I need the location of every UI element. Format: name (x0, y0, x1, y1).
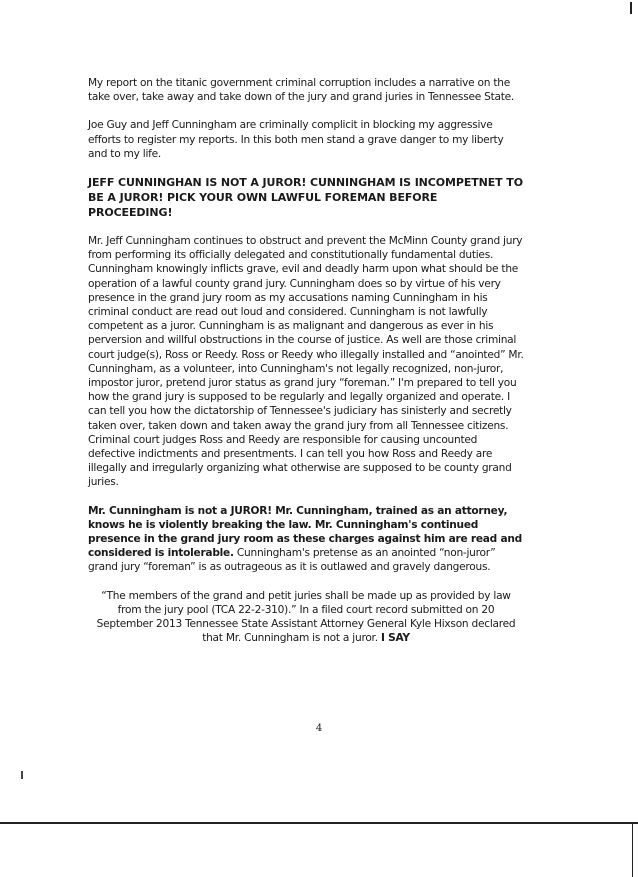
document-body (88, 76, 524, 660)
paragraph-not-juror-text: Cunningham's pretense as an anointed “non-juror” grand jury “foreman” is as outrageous as it is outlawed and gravely dangerous. (88, 547, 496, 574)
scan-mark (630, 2, 632, 14)
paragraph-not-juror (88, 504, 524, 575)
quote-text: “The members of the grand and petit juries shall be made up as provided by law from the jury pool (TCA 22-2-310).” In a filed court record submitted on 20 September 2013 Tennessee State Assistant Attorney General Kyle Hixson declared that Mr. Cunningham is not a juror. (96, 589, 516, 645)
paragraph-quote (88, 589, 524, 646)
paragraph-obstruction: Mr. Jeff Cunningham continues to obstruct and prevent the McMinn County grand jury from performing its officially delegated and constitutionally fundamental duties. Cunningham knowingly inflicts grave, evil and deadly harm upon what should be the operation of a lawful county grand jury. Cunningham does so by virtue of his very presence in the grand jury room as my accusations naming Cunningham in his criminal conduct are read out loud and considered. Cunningham is not lawfully competent as a juror. Cunningham is as malignant and dangerous as ever in his perversion and willful obstructions in the course of justice. As well are those criminal court judge(s), Ross or Reedy. Ross or Reedy who illegally installed and “anointed” Mr. Cunningham, as a volunteer, into Cunningham's not legally recognized, non-juror, impostor juror, pretend juror status as grand jury “foreman.” I'm prepared to tell you how the grand jury is supposed to be regularly and legally organized and operate. I can tell you how the dictatorship of Tennessee's judiciary has sinisterly and secretly taken over, taken down and taken away the grand jury from all Tennessee citizens. Criminal court judges Ross and Reedy are responsible for causing uncounted defective indictments and presentments. I can tell you how Ross and Reedy are illegally and irregularly organizing what otherwise are supposed to be county grand juries. (88, 235, 524, 489)
paragraph-report: My report on the titanic government criminal corruption includes a narrative on the take over, take away and take down of the jury and grand juries in Tennessee State. (88, 77, 515, 104)
page-number: 4 (315, 723, 323, 734)
footer-region (0, 823, 633, 877)
bold-statement: Mr. Cunningham is not a JUROR! Mr. Cunningham, trained as an attorney, knows he is violently breaking the law. Mr. Cunningham's continued presence in the grand jury room as these charges against him are read and considered is intolerable. (88, 504, 522, 560)
quote-bold-end: I SAY (380, 632, 410, 645)
scan-mark-left (21, 771, 23, 779)
paragraph-complicit: Joe Guy and Jeff Cunningham are criminally complicit in blocking my aggressive efforts to register my reports. In this both men stand a grave danger to my liberty and to my life. (88, 119, 504, 160)
section-heading: JEFF CUNNINGHAN IS NOT A JUROR! CUNNINGHAM IS INCOMPETNET TO BE A JUROR! PICK YOUR OWN LAWFUL FOREMAN BEFORE PROCEEDING! (88, 176, 523, 220)
